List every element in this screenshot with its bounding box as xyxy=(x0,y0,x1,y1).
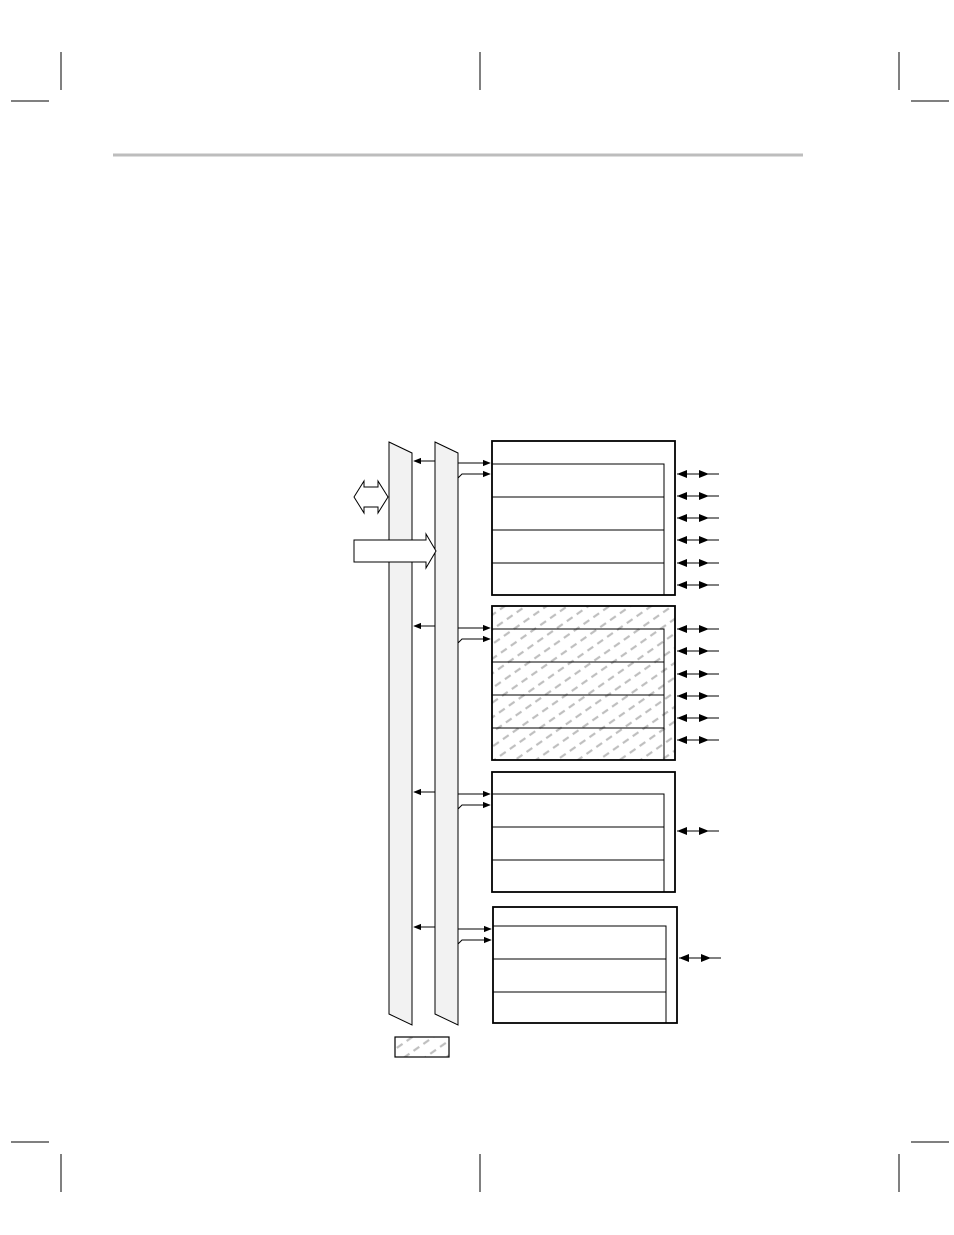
module-1-port-arrow-right xyxy=(699,559,709,567)
modules xyxy=(414,441,721,1023)
module-3-box xyxy=(492,772,675,892)
module-2-port-arrow-left xyxy=(677,647,687,655)
module-4-port-arrow-right xyxy=(701,954,711,962)
module-2-port-arrow-left xyxy=(677,625,687,633)
module-1-port-arrow-right xyxy=(699,470,709,478)
module-4-port-arrow-left xyxy=(679,954,689,962)
legend-hatched-swatch xyxy=(395,1037,449,1057)
module-1-port-arrow-left xyxy=(677,536,687,544)
module-2-port-arrow-right xyxy=(699,647,709,655)
module-2-port-arrow-right xyxy=(699,692,709,700)
bus-left xyxy=(389,442,412,1025)
module-3-control-arrow xyxy=(458,805,490,809)
module-2-port-arrow-right xyxy=(699,670,709,678)
module-1-port-arrow-left xyxy=(677,514,687,522)
module-2-port-arrow-left xyxy=(677,670,687,678)
module-1-port-arrow-right xyxy=(699,536,709,544)
module-3-port-arrow-left xyxy=(677,827,687,835)
module-2-port-arrow-left xyxy=(677,692,687,700)
module-1-port-arrow-left xyxy=(677,559,687,567)
legend xyxy=(395,1037,449,1057)
module-1-port-arrow-left xyxy=(677,470,687,478)
module-4-box xyxy=(493,907,677,1023)
module-2-port-arrow-left xyxy=(677,736,687,744)
crop-marks xyxy=(11,52,949,1192)
module-2-port-arrow-right xyxy=(699,625,709,633)
module-2-control-arrow xyxy=(458,639,490,643)
module-3-port-arrow-right xyxy=(699,827,709,835)
bus-right xyxy=(435,442,458,1025)
module-1-port-arrow-right xyxy=(699,492,709,500)
module-2-port-arrow-left xyxy=(677,714,687,722)
module-2-port-arrow-right xyxy=(699,736,709,744)
module-1-port-arrow-left xyxy=(677,581,687,589)
module-1-control-arrow xyxy=(458,474,490,478)
module-2-port-arrow-right xyxy=(699,714,709,722)
module-4-control-arrow xyxy=(458,940,491,944)
bidirectional-arrow-icon xyxy=(354,481,388,513)
module-1-port-arrow-left xyxy=(677,492,687,500)
module-1-port-arrow-right xyxy=(699,514,709,522)
module-1-port-arrow-right xyxy=(699,581,709,589)
